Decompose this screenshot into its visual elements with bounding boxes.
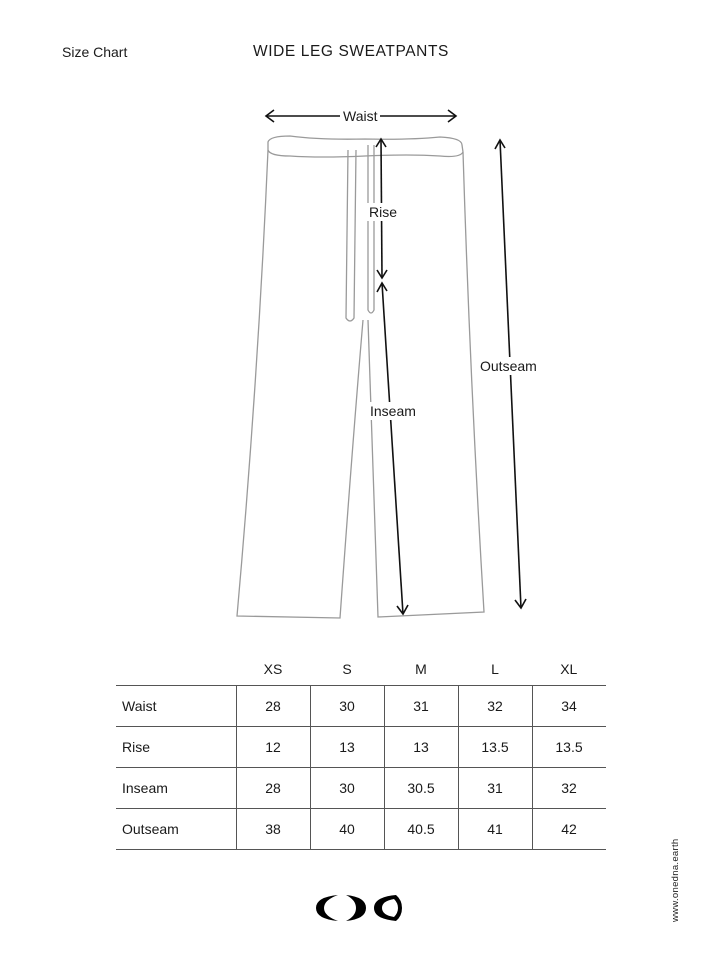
table-cell: 32 <box>532 768 606 809</box>
brand-logo-icon <box>312 892 408 924</box>
row-label-waist: Waist <box>116 686 236 727</box>
table-cell: 34 <box>532 686 606 727</box>
table-row <box>116 686 606 727</box>
table-cell: 12 <box>236 727 310 768</box>
table-cell: 40.5 <box>384 809 458 850</box>
table-cell: 13.5 <box>458 727 532 768</box>
inseam-label: Inseam <box>367 402 419 420</box>
drawstring-right <box>368 145 374 313</box>
table-cell: 13 <box>310 727 384 768</box>
row-label-rise: Rise <box>116 727 236 768</box>
size-header-xl: XL <box>532 652 606 686</box>
table-cell: 41 <box>458 809 532 850</box>
table-cell: 40 <box>310 809 384 850</box>
table-cell: 13 <box>384 727 458 768</box>
pants-outline <box>237 136 484 618</box>
table-cell: 38 <box>236 809 310 850</box>
table-cell: 28 <box>236 686 310 727</box>
row-label-inseam: Inseam <box>116 768 236 809</box>
table-row <box>116 809 606 850</box>
right-leg <box>368 152 484 617</box>
website-url[interactable]: www.onedna.earth <box>670 838 681 922</box>
waistband <box>268 136 463 157</box>
rise-label: Rise <box>366 203 400 221</box>
product-title: WIDE LEG SWEATPANTS <box>253 43 449 60</box>
table-cell: 13.5 <box>532 727 606 768</box>
size-header-s: S <box>310 652 384 686</box>
size-header-m: M <box>384 652 458 686</box>
size-header-xs: XS <box>236 652 310 686</box>
table-cell: 31 <box>384 686 458 727</box>
size-chart-label: Size Chart <box>62 44 128 60</box>
inseam-arrow <box>382 283 403 614</box>
table-cell: 42 <box>532 809 606 850</box>
row-label-outseam: Outseam <box>116 809 236 850</box>
table-row <box>116 768 606 809</box>
waist-label: Waist <box>340 107 380 125</box>
table-row <box>116 727 606 768</box>
size-header-l: L <box>458 652 532 686</box>
table-cell: 28 <box>236 768 310 809</box>
table-cell: 30.5 <box>384 768 458 809</box>
header-corner <box>116 652 236 686</box>
drawstring <box>346 150 356 321</box>
size-table <box>116 652 606 850</box>
size-header-row <box>116 652 606 686</box>
table-cell: 31 <box>458 768 532 809</box>
table-cell: 32 <box>458 686 532 727</box>
table-cell: 30 <box>310 686 384 727</box>
table-cell: 30 <box>310 768 384 809</box>
outseam-label: Outseam <box>477 357 540 375</box>
left-leg <box>237 150 363 618</box>
